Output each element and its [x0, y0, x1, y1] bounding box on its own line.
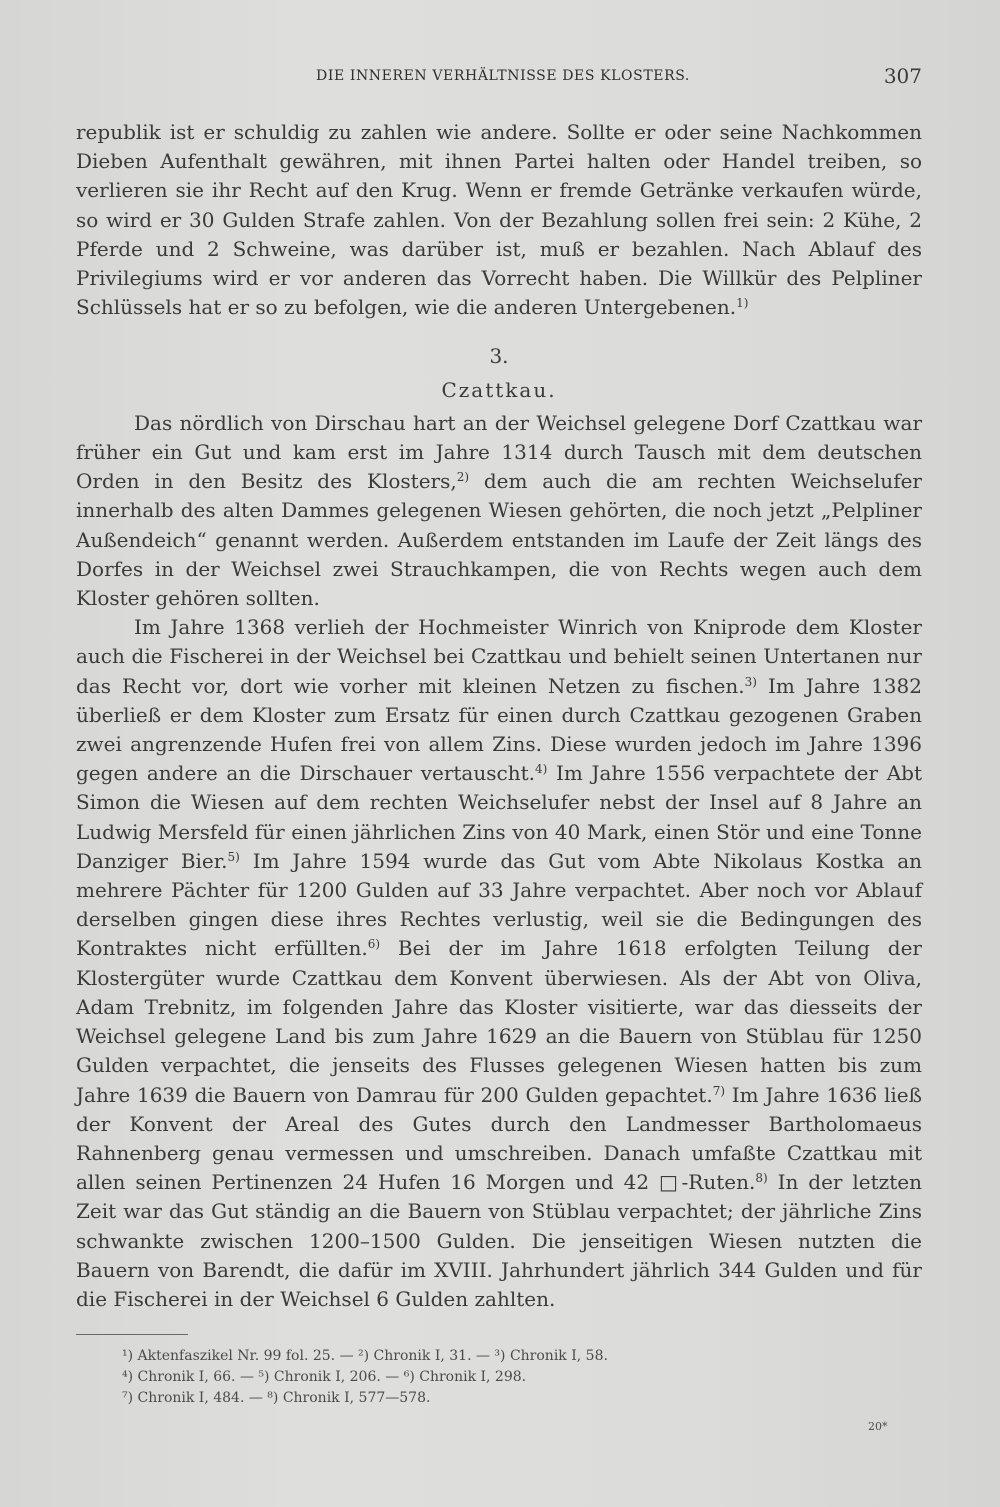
page-header: [76, 64, 922, 94]
footnote-ref: 8): [755, 1171, 768, 1186]
paragraph-text: Im Jahre 1594 wurde das Gut vom Abte Nikolaus Kostka an mehrere Pächter für 1200 Gulden auf 33 Jahre verpachtet. Aber noch vor Ablauf derselben gingen diese ihres Rechtes verlustig, weil sie die Bedingungen des Kontraktes nicht erfüllten.: [76, 848, 922, 961]
running-head: DIE INNEREN VERHÄLTNISSE DES KLOSTERS.: [316, 68, 690, 84]
paragraph-text: Im Jahre 1382 überließ er dem Kloster zum Ersatz für einen durch Czattkau gezogenen Graben zwei angrenzende Hufen frei von allem Zins. Diese wurden jedoch im Jahre 1396 gegen andere an die Dirschauer vertauscht.: [76, 673, 922, 786]
paragraph-text: Im Jahre 1556 verpachtete der Abt Simon die Wiesen auf dem rechten Weichselufer nebst der Insel auf 8 Jahre an Ludwig Mersfeld für einen jährlichen Zins von 40 Mark, einen Stör und eine Tonne Danziger Bier.: [76, 761, 922, 873]
footnote-line: ¹) Aktenfaszikel Nr. 99 fol. 25. — ²) Chronik I, 31. — ³) Chronik I, 58.: [122, 1348, 608, 1364]
footnotes: [122, 1346, 862, 1409]
paragraph-text: Bei der im Jahre 1618 erfolgten Teilung der Klostergüter wurde Czattkau dem Konvent überwiesen. Als der Abt von Oliva, Adam Trebnitz, im folgenden Jahre das Kloster visitierte, war das diesseits der Weichsel gelegene Land bis zum Jahre 1629 an die Bauern von Stüblau für 1250 Gulden verpachtet, die jenseits des Flusses gelegenen Wiesen hatten bis zum Jahre 1639 die Bauern von Damrau für 200 Gulden gepachtet.: [76, 936, 922, 1107]
page-number: 307: [883, 64, 922, 88]
footnote-divider: [76, 1334, 188, 1335]
footnote-ref: 1): [736, 296, 749, 311]
footnote-ref: 7): [712, 1083, 726, 1098]
section-title: Czattkau.: [441, 377, 557, 402]
paragraph-text: Im Jahre 1368 verlieh der Hochmeister Winrich von Kniprode dem Kloster auch die Fischerei in der Weichsel bei Czattkau und behielt seinen Untertanen nur das Recht vor, dort wie vorher mit kleinen Netzen zu fischen.: [76, 615, 922, 698]
section-number: 3.: [489, 344, 509, 369]
footnote-ref: 6): [367, 937, 381, 952]
continued-paragraph: [76, 118, 922, 322]
footnote-ref: 3): [744, 674, 757, 689]
paragraph-text: In der letzten Zeit war das Gut ständig an die Bauern von Stüblau verpachtet; der jährliche Zins schwankte zwischen 1200–1500 Gulden. Die jenseitigen Wiesen nutzten die Bauern von Barendt, die dafür im XVIII. Jahrhundert jährlich 344 Gulden und für die Fischerei in der Weichsel 6 Gulden zahlten.: [76, 1170, 922, 1311]
footnote-line: ⁴) Chronik I, 66. — ⁵) Chronik I, 206. — ⁶) Chronik I, 298.: [122, 1369, 527, 1385]
footnote-ref: 2): [456, 470, 470, 485]
paragraph-text: Das nördlich von Dirschau hart an der Weichsel gelegene Dorf Czattkau war früher ein Gut und kam erst im Jahre 1314 durch Tausch mit dem deutschen Orden in den Besitz des Klosters,: [76, 410, 922, 494]
paragraph-text: republik ist er schuldig zu zahlen wie andere. Sollte er oder seine Nachkommen Dieben Aufenthalt gewähren, mit ihnen Partei halten oder Handel treiben, so verlieren sie ihr Recht auf den Krug. Wenn er fremde Getränke verkaufen würde, so wird er 30 Gulden Strafe zahlen. Von der Bezahlung sollen frei sein: 2 Kühe, 2 Pferde und 2 Schweine, was darüber ist, muß er bezahlen. Nach Ablauf des Privilegiums wird er vor anderen das Vorrecht haben. Die Willkür des Pelpliner Schlüssels hat er so zu befolgen, wie die anderen Untergebenen.: [76, 120, 922, 320]
footnote-line: ⁷) Chronik I, 484. — ⁸) Chronik I, 577—578.: [122, 1390, 431, 1406]
paragraph-1: [76, 409, 922, 613]
paragraph-text: dem auch die am rechten Weichselufer innerhalb des alten Dammes gelegenen Wiesen gehörten, die noch jetzt „Pelpliner Außendeich“ genannt werden. Außerdem entstanden im Laufe der Zeit längs des Dorfes in der Weichsel zwei Strauchkampen, die von Rechts wegen auch dem Kloster gehören sollten.: [76, 469, 922, 611]
paragraph-text: Im Jahre 1636 ließ der Konvent der Areal des Gutes durch den Landmesser Bartholomaeus Rahnenberg genau vermessen und umschreiben. Danach umfaßte Czattkau mit allen seinen Pertinenzen 24 Hufen 16 Morgen und 42 □-Ruten.: [76, 1082, 922, 1195]
signature-mark: 20*: [868, 1420, 888, 1433]
footnote-ref: 4): [534, 762, 548, 777]
body-text: [76, 118, 922, 1314]
paragraph-2: [76, 613, 922, 1314]
footnote-ref: 5): [227, 849, 240, 864]
